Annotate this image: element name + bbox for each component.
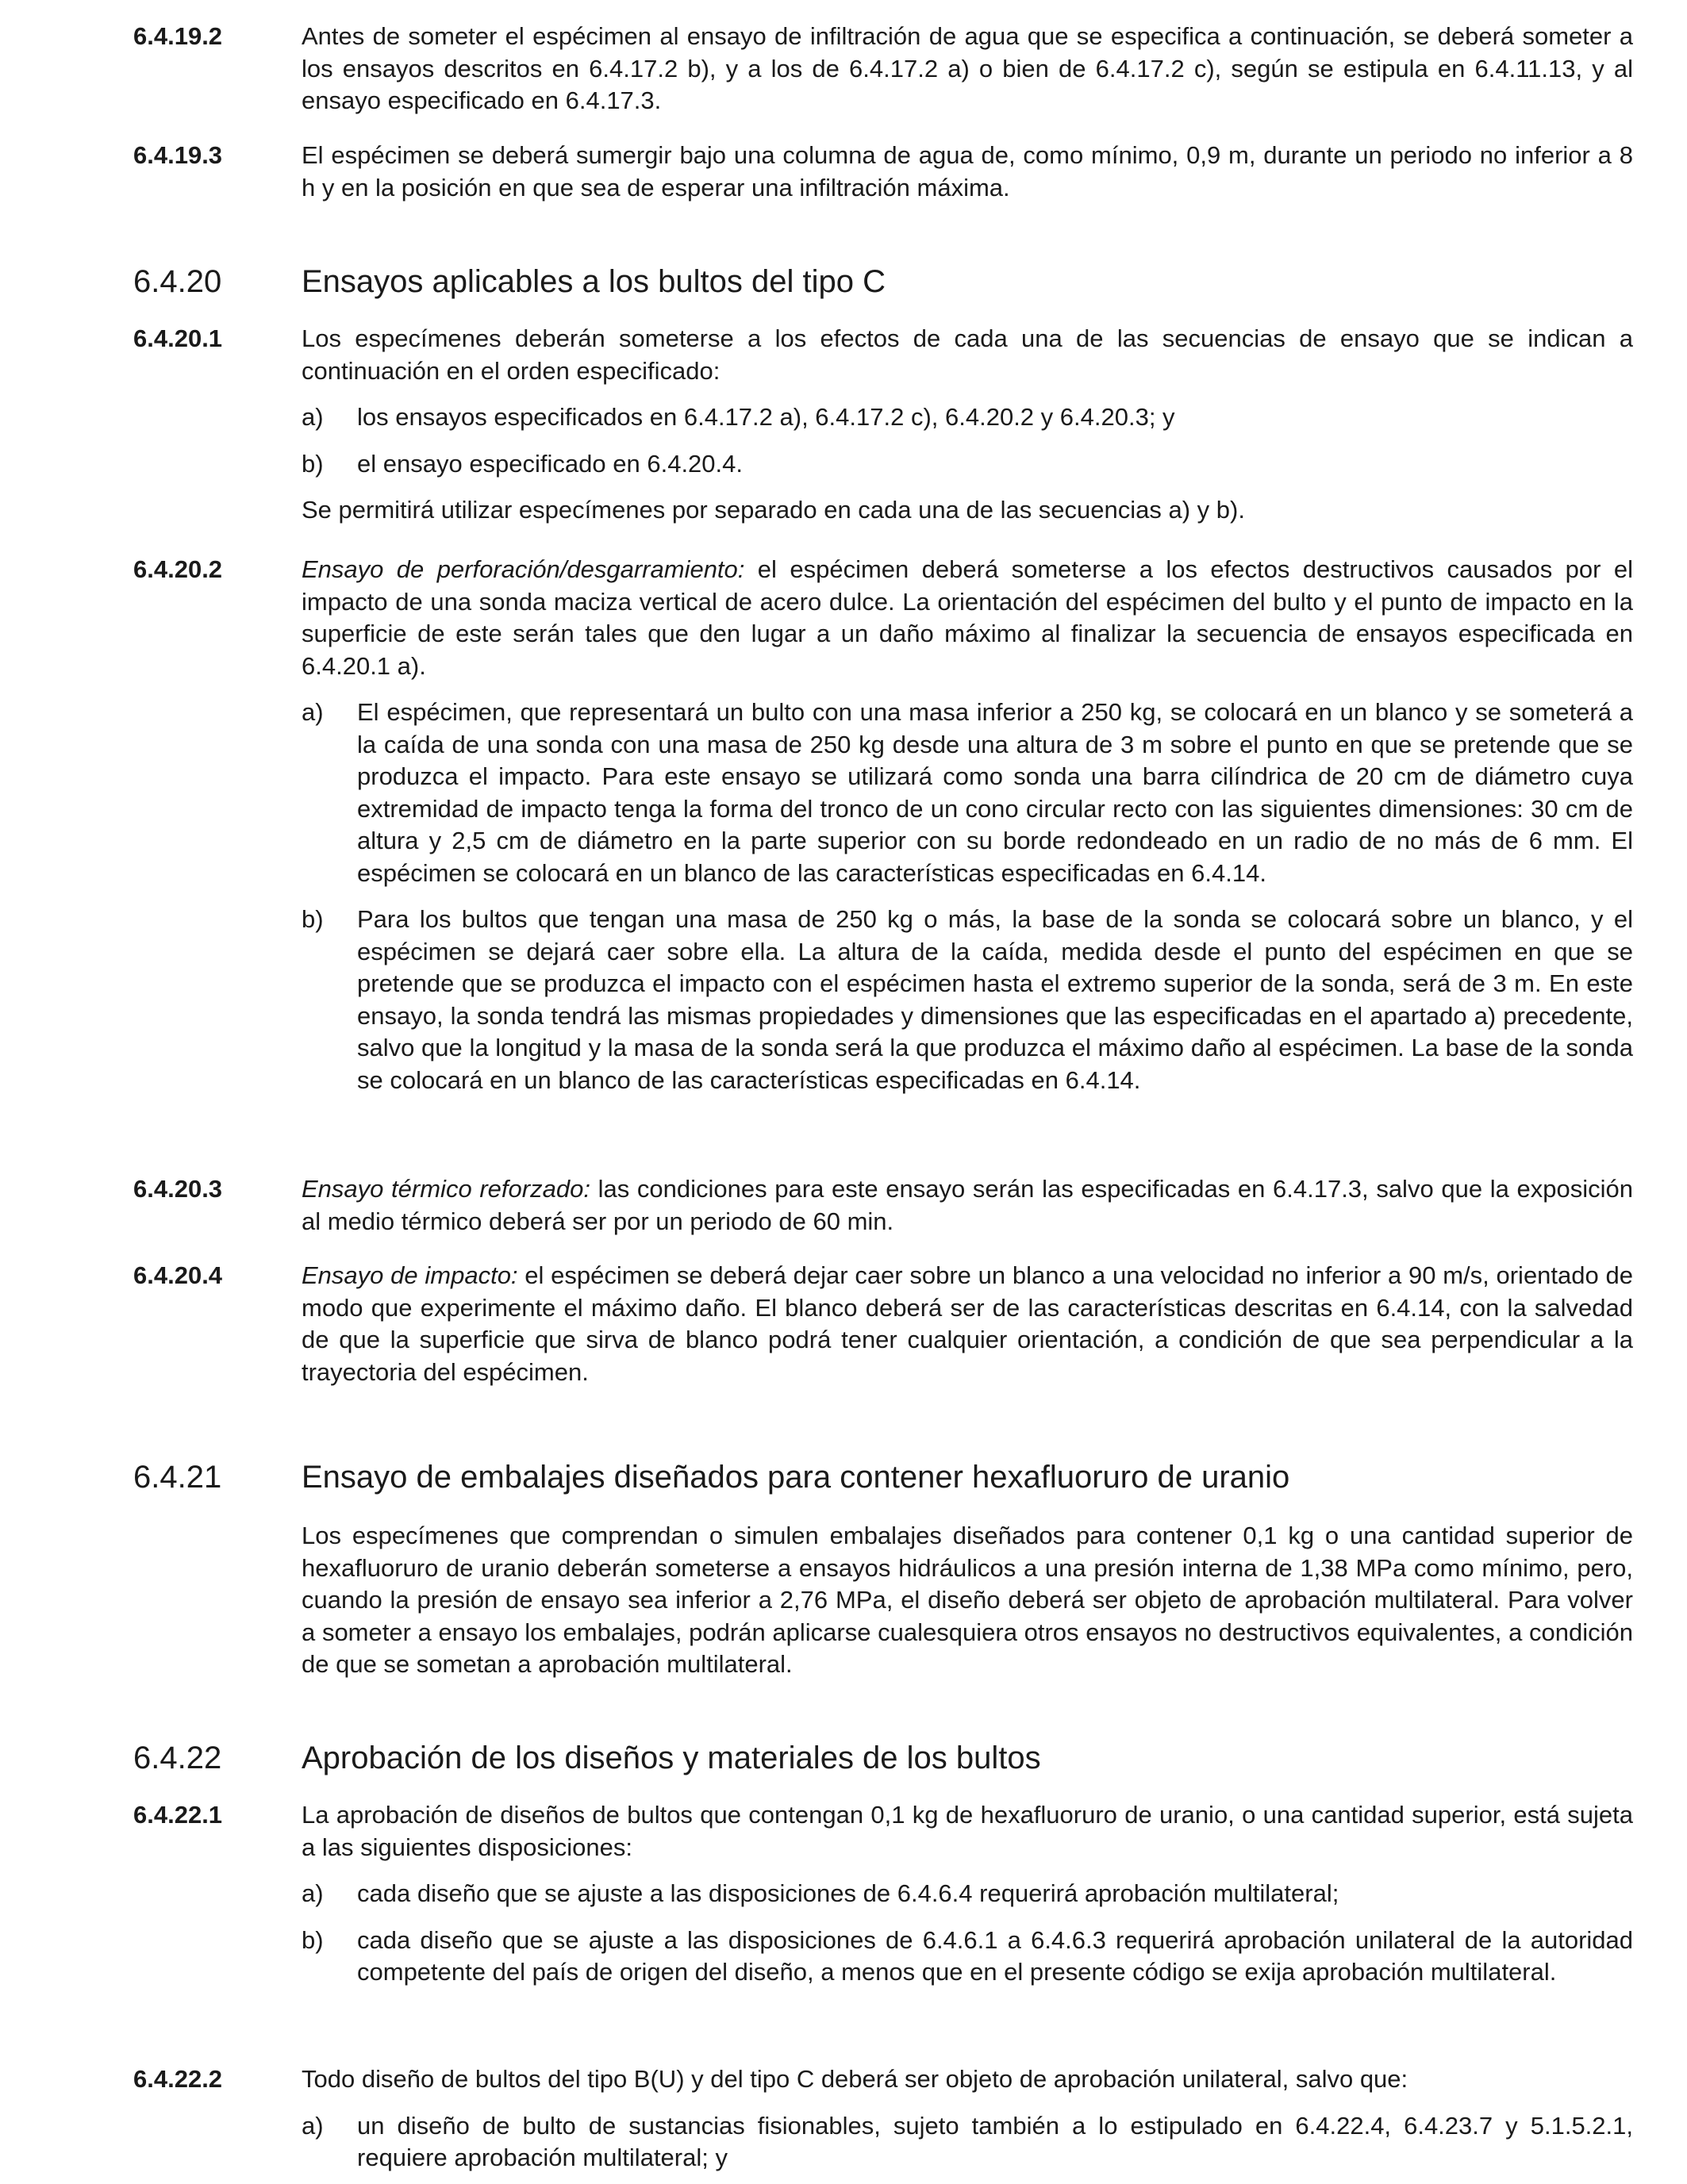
list-label: a) xyxy=(302,403,324,431)
paragraph-number: 6.4.22.2 xyxy=(133,2065,223,2093)
section-title: Ensayos aplicables a los bultos del tipo C xyxy=(302,264,886,299)
list-item xyxy=(302,697,1633,889)
list-label: b) xyxy=(302,905,324,933)
paragraph-number: 6.4.20.4 xyxy=(133,1261,223,1289)
paragraph-6-4-20-4 xyxy=(133,1260,1633,1388)
section-heading-6-4-22 xyxy=(133,1739,1633,1777)
paragraph-number: 6.4.19.3 xyxy=(133,141,223,169)
section-title: Aprobación de los diseños y materiales de los bultos xyxy=(302,1741,1041,1775)
list-item xyxy=(302,448,1633,481)
list-item xyxy=(302,904,1633,1096)
section-title: Ensayo de embalajes diseñados para contener hexafluoruro de uranio xyxy=(302,1460,1290,1495)
paragraph-text: La aprobación de diseños de bultos que contengan 0,1 kg de hexafluoruro de uranio, o una cantidad superior, está sujeta a las siguientes disposiciones: xyxy=(302,1801,1633,1861)
paragraph-6-4-19-3 xyxy=(133,140,1633,204)
list-text: el ensayo especificado en 6.4.20.4. xyxy=(357,449,744,478)
paragraph-number: 6.4.20.3 xyxy=(133,1175,223,1203)
paragraph-lead: Ensayo térmico reforzado: xyxy=(302,1175,590,1203)
list-text: los ensayos especificados en 6.4.17.2 a), 6.4.17.2 c), 6.4.20.2 y 6.4.20.3; y xyxy=(357,403,1175,431)
section-number: 6.4.21 xyxy=(133,1460,222,1495)
list-item xyxy=(302,401,1633,434)
list-item xyxy=(302,1878,1633,1910)
list-text: El espécimen, que representará un bulto con una masa inferior a 250 kg, se colocará en un blanco y se someterá a la caída de una sonda con una masa de 250 kg desde una altura de 3 m sobre el punto en que se pretende que se produzca el impacto. Para este ensayo se utilizará como sonda una barra cilíndrica de 20 cm de diámetro cuya extremidad de impacto tenga la forma del tronco de un cono circular recto con las siguientes dimensiones: 30 cm de altura y 2,5 cm de diámetro en la parte superior con su borde redondeado en un radio de no más de 6 mm. El espécimen se colocará en un blanco de las características especificadas en 6.4.14. xyxy=(357,698,1633,887)
paragraph-note: Se permitirá utilizar especímenes por separado en cada una de las secuencias a) y b). xyxy=(302,496,1245,524)
paragraph-number: 6.4.22.1 xyxy=(133,1801,223,1829)
list-label: a) xyxy=(302,2111,324,2140)
paragraph-text: El espécimen se deberá sumergir bajo una columna de agua de, como mínimo, 0,9 m, durante un periodo no inferior a 8 h y en la posición en que sea de esperar una infiltración máxima. xyxy=(302,141,1633,202)
paragraph-text: Todo diseño de bultos del tipo B(U) y del tipo C deberá ser objeto de aprobación unilateral, salvo que: xyxy=(302,2065,1408,2093)
list-item xyxy=(302,2110,1633,2174)
paragraph-6-4-19-2 xyxy=(133,21,1633,117)
list-text: un diseño de bulto de sustancias fisionables, sujeto también a lo estipulado en 6.4.22.4, 6.4.23.7 y 5.1.5.2.1, requiere aprobación multilateral; y xyxy=(357,2111,1633,2171)
paragraph-text xyxy=(302,554,1633,682)
list-text: cada diseño que se ajuste a las disposiciones de 6.4.6.4 requerirá aprobación multilateral; xyxy=(357,1879,1339,1907)
paragraph-number: 6.4.20.2 xyxy=(133,555,223,583)
paragraph-6-4-22-1 xyxy=(133,1799,1633,1989)
paragraph-text xyxy=(302,1260,1633,1388)
section-heading-6-4-20 xyxy=(133,263,1633,301)
section-number: 6.4.22 xyxy=(133,1741,222,1775)
paragraph-6-4-20-3 xyxy=(133,1173,1633,1238)
list-item xyxy=(302,1925,1633,1989)
paragraph-lead: Ensayo de impacto: xyxy=(302,1261,518,1289)
paragraph-body: las condiciones para este ensayo serán las especificadas en 6.4.17.3, salvo que la exposición al medio térmico deberá ser por un periodo de 60 min. xyxy=(302,1175,1634,1235)
list-label: a) xyxy=(302,1879,324,1907)
paragraph-body: el espécimen deberá someterse a los efectos destructivos causados por el impacto de una sonda maciza vertical de acero dulce. La orientación del espécimen del bulto y el punto de impacto en la superficie de este serán tales que den lugar a un daño máximo al finalizar la secuencia de ensayos especificada en 6.4.20.1 a). xyxy=(302,555,1633,680)
section-number: 6.4.20 xyxy=(133,264,222,299)
paragraph-text: Antes de someter el espécimen al ensayo de infiltración de agua que se especifica a continuación, se deberá someter a los ensayos descritos en 6.4.17.2 b), y a los de 6.4.17.2 a) o bien de 6.4.17.2 c), según se estipula en 6.4.11.13, y al ensayo especificado en 6.4.17.3. xyxy=(302,22,1633,114)
paragraph-body: el espécimen se deberá dejar caer sobre un blanco a una velocidad no inferior a 90 m/s, orientado de modo que experimente el máximo daño. El blanco deberá ser de las características descritas en 6.4.14, con la salvedad de que la superficie que sirva de blanco podrá tener cualquier orientación, a condición de que sea perpendicular a la trayectoria del espécimen. xyxy=(302,1261,1633,1386)
paragraph-text: Los especímenes deberán someterse a los efectos de cada una de las secuencias de ensayo que se indican a continuación en el orden especificado: xyxy=(302,324,1633,385)
list-label: b) xyxy=(302,1925,324,1954)
list-text: Para los bultos que tengan una masa de 250 kg o más, la base de la sonda se colocará sobre un blanco, y el espécimen se dejará caer sobre ella. La altura de la caída, medida desde el punto del espécimen en que se pretende que se produzca el impacto con el espécimen hasta el extremo superior de la sonda, será de 3 m. En este ensayo, la sonda tendrá las mismas propiedades y dimensiones que las especificadas en el apartado a) precedente, salvo que la longitud y la masa de la sonda será la que produzca el máximo daño al espécimen. La base de la sonda se colocará en un blanco de las características especificadas en 6.4.14. xyxy=(357,905,1633,1094)
paragraph-number: 6.4.20.1 xyxy=(133,324,223,352)
paragraph-6-4-22-2 xyxy=(133,2063,1633,2174)
paragraph-6-4-20-1 xyxy=(133,323,1633,527)
list-text: cada diseño que se ajuste a las disposiciones de 6.4.6.1 a 6.4.6.3 requerirá aprobación unilateral de la autoridad competente del país de origen del diseño, a menos que en el presente código se exija aprobación multilateral. xyxy=(357,1925,1633,1986)
paragraph-text xyxy=(302,1173,1633,1238)
paragraph-lead: Ensayo de perforación/desgarramiento: xyxy=(302,555,745,583)
paragraph-number: 6.4.19.2 xyxy=(133,22,223,50)
paragraph-6-4-21: Los especímenes que comprendan o simulen embalajes diseñados para contener 0,1 kg o una cantidad superior de hexafluoruro de uranio deberán someterse a ensayos hidráulicos a una presión interna de 1,38 MPa como mínimo, pero, cuando la presión de ensayo sea inferior a 2,76 MPa, el diseño deberá ser objeto de aprobación multilateral. Para volver a someter a ensayo los embalajes, podrán aplicarse cualesquiera otros ensayos no destructivos equivalentes, a condición de que se sometan a aprobación multilateral. xyxy=(302,1522,1633,1678)
list-label: b) xyxy=(302,449,324,478)
section-heading-6-4-21 xyxy=(133,1458,1633,1496)
paragraph-6-4-20-2 xyxy=(133,554,1633,1096)
list-label: a) xyxy=(302,698,324,726)
